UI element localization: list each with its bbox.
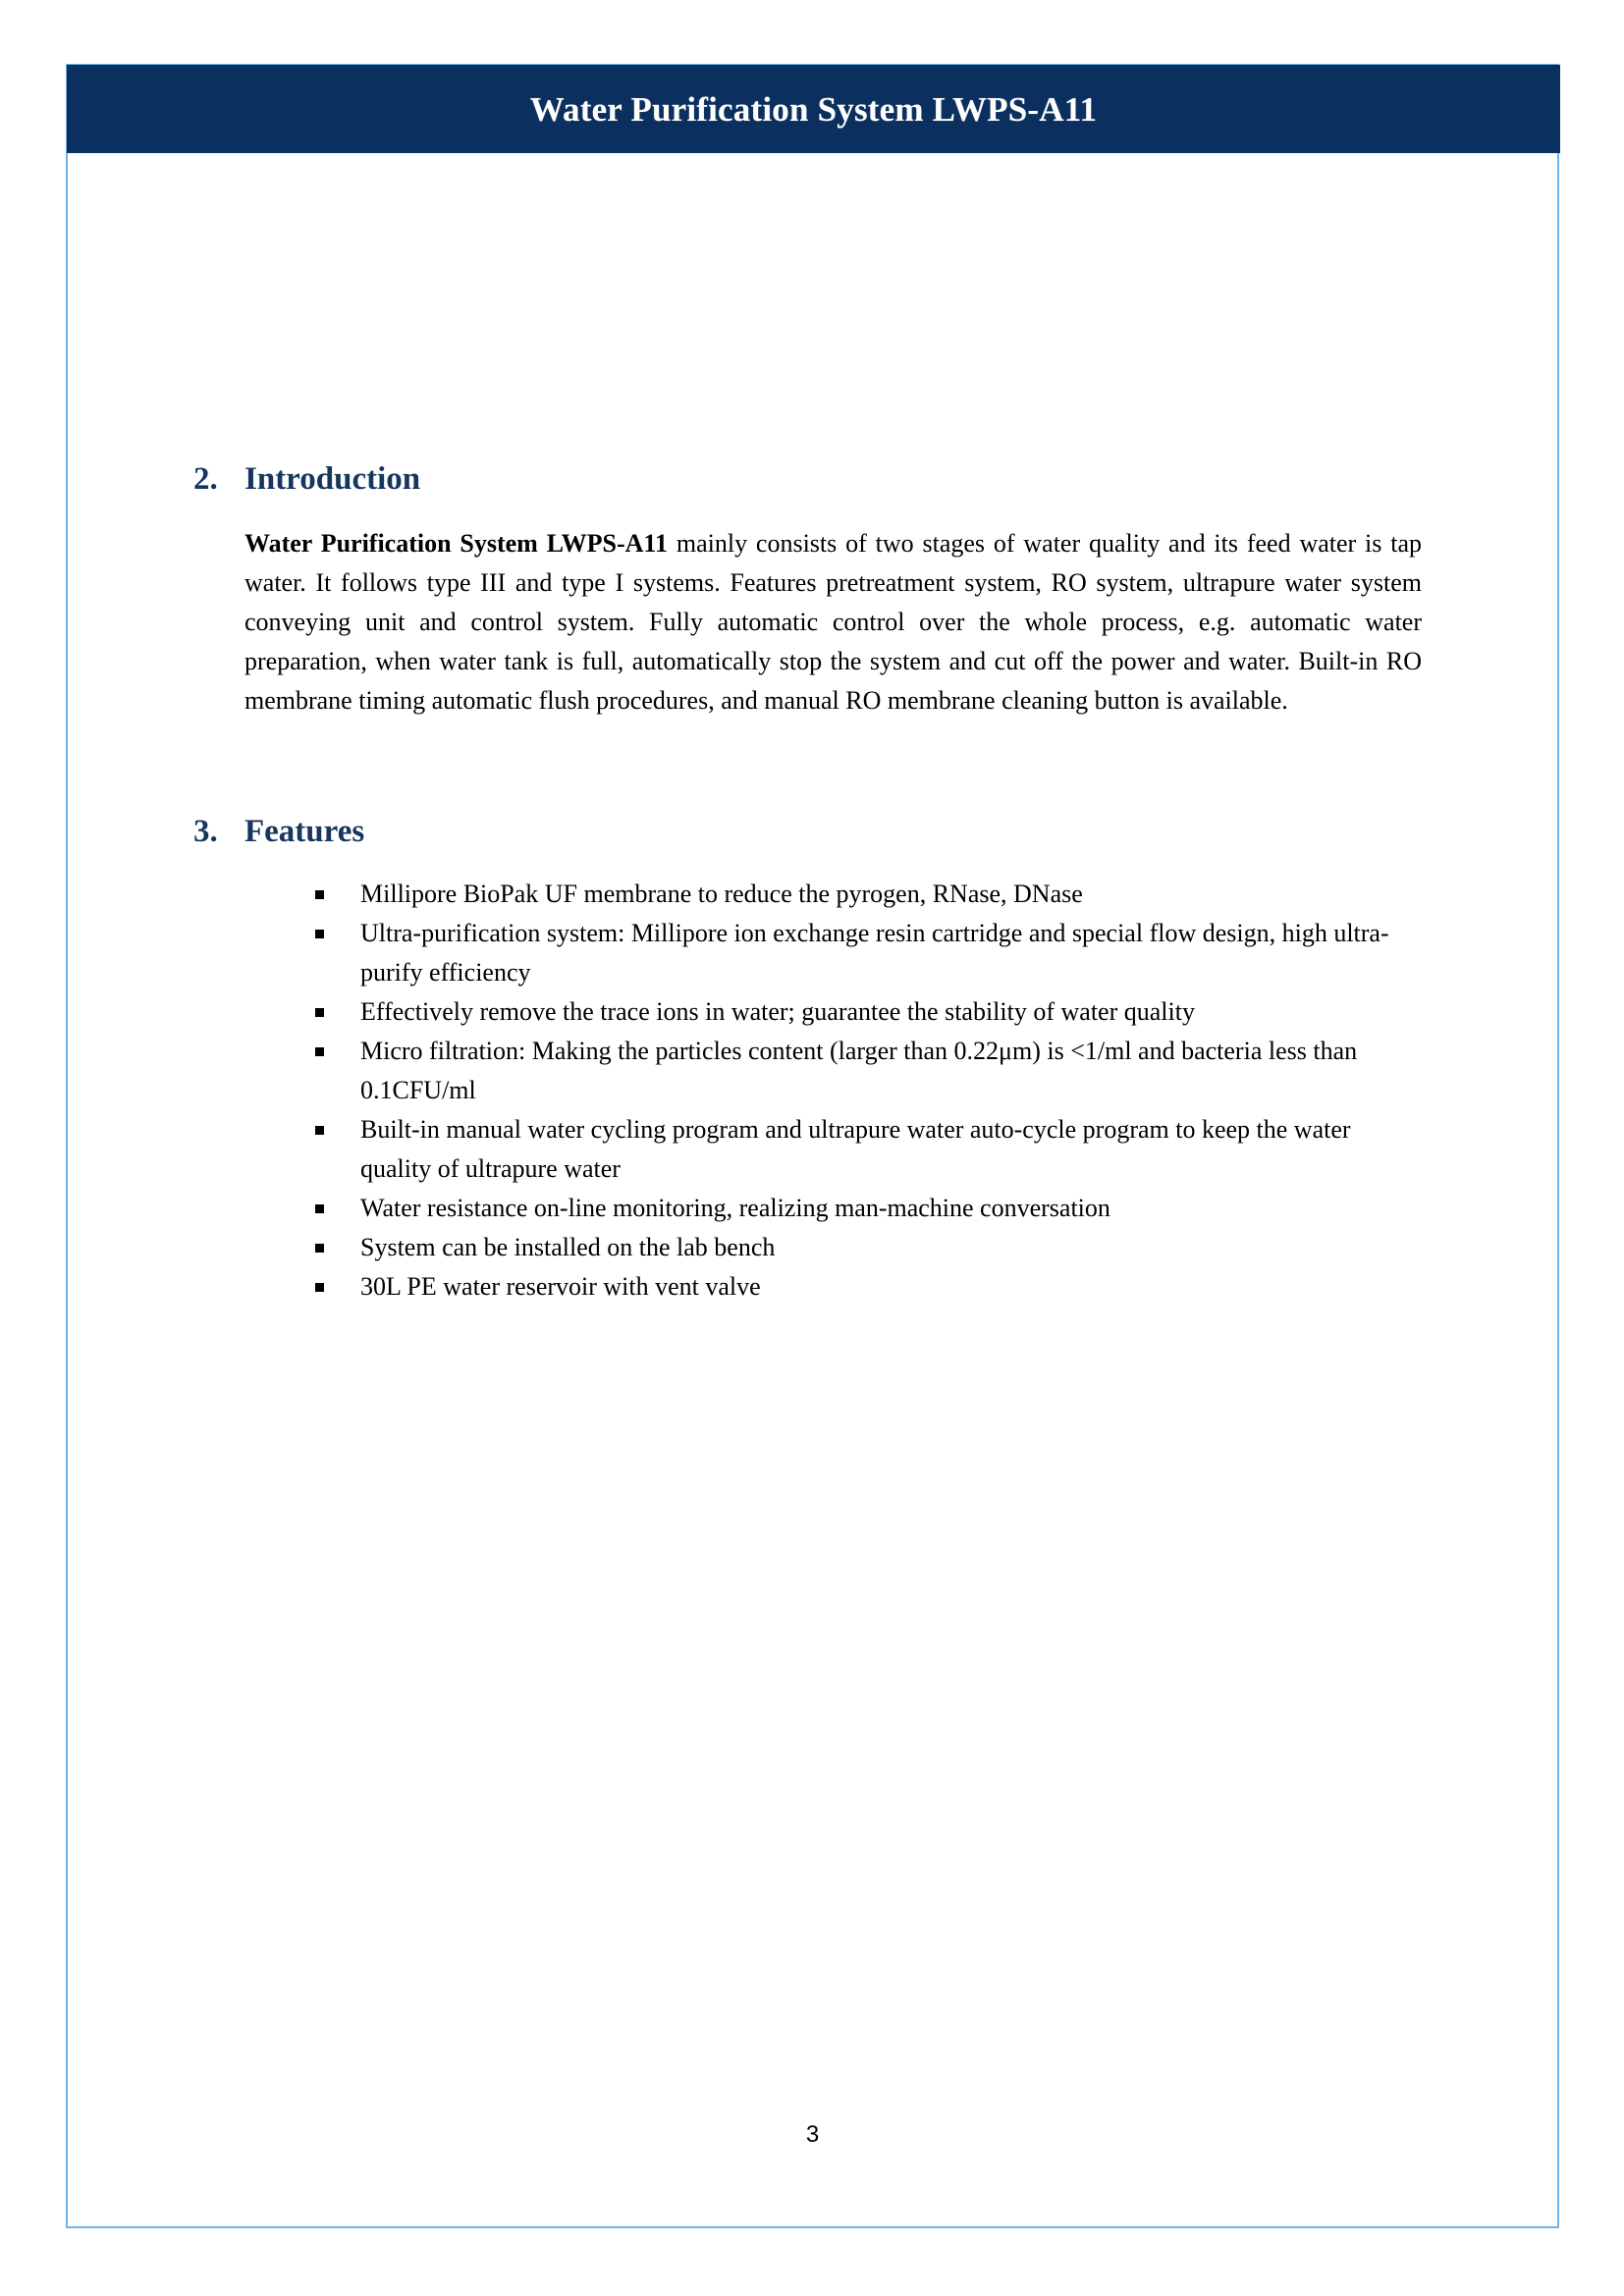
square-bullet-icon <box>315 1283 324 1292</box>
feature-list-item <box>315 875 1414 914</box>
feature-list-item-text: Micro filtration: Making the particles content (larger than 0.22μm) is <1/ml and bacteria less than 0.1CFU/ml <box>360 1036 1358 1104</box>
feature-list-item-text: Effectively remove the trace ions in water; guarantee the stability of water quality <box>360 996 1195 1026</box>
feature-list-item-text: System can be installed on the lab bench <box>360 1232 776 1261</box>
section-label-features: Features <box>244 813 365 849</box>
feature-list-item-text: Ultra-purification system: Millipore ion exchange resin cartridge and special flow design, high ultra-purify efficiency <box>360 918 1389 987</box>
features-bullet-list <box>68 875 1559 1307</box>
section-label-introduction: Introduction <box>244 461 421 497</box>
feature-list-item <box>315 1228 1414 1267</box>
feature-list-item <box>315 1267 1414 1307</box>
section-introduction <box>193 461 1559 499</box>
feature-list-item-text: Water resistance on-line monitoring, realizing man-machine conversation <box>360 1193 1110 1222</box>
square-bullet-icon <box>315 1244 324 1253</box>
square-bullet-icon <box>315 1008 324 1017</box>
feature-list-item-text: Built-in manual water cycling program and ultrapure water auto-cycle program to keep the water quality of ultrapure water <box>360 1114 1351 1183</box>
feature-list-item <box>315 914 1414 992</box>
page-content <box>68 154 1559 2228</box>
feature-list-item-text: 30L PE water reservoir with vent valve <box>360 1271 761 1301</box>
introduction-body-text: mainly consists of two stages of water quality and its feed water is tap water. It follows type III and type I systems. Features pretreatment system, RO system, ultrapure water system conveying unit and control system. Fully automatic control over the whole process, e.g. automatic water preparation, when water tank is full, automatically stop the system and cut off the power and water. Built-in RO membrane timing automatic flush procedures, and manual RO membrane cleaning button is available. <box>244 528 1422 715</box>
section-number-introduction: 2. <box>193 461 218 497</box>
heading-features <box>193 814 1559 851</box>
introduction-lead-text: Water Purification System LWPS-A11 <box>244 528 668 558</box>
page-header-banner <box>67 65 1560 153</box>
section-number-features: 3. <box>193 813 218 849</box>
feature-list-item <box>315 992 1414 1032</box>
square-bullet-icon <box>315 1047 324 1056</box>
square-bullet-icon <box>315 1126 324 1135</box>
feature-list-item-text: Millipore BioPak UF membrane to reduce the pyrogen, RNase, DNase <box>360 879 1083 908</box>
page-number: 3 <box>805 2121 820 2148</box>
feature-list-item <box>315 1189 1414 1228</box>
square-bullet-icon <box>315 1204 324 1213</box>
document-title: Water Purification System LWPS-A11 <box>529 89 1098 129</box>
feature-list-item <box>315 1032 1414 1110</box>
heading-introduction <box>193 461 1559 499</box>
section-features <box>193 814 1559 851</box>
square-bullet-icon <box>315 930 324 938</box>
document-page <box>66 64 1559 2228</box>
feature-list-item <box>315 1110 1414 1189</box>
square-bullet-icon <box>315 890 324 899</box>
introduction-paragraph <box>244 524 1422 721</box>
